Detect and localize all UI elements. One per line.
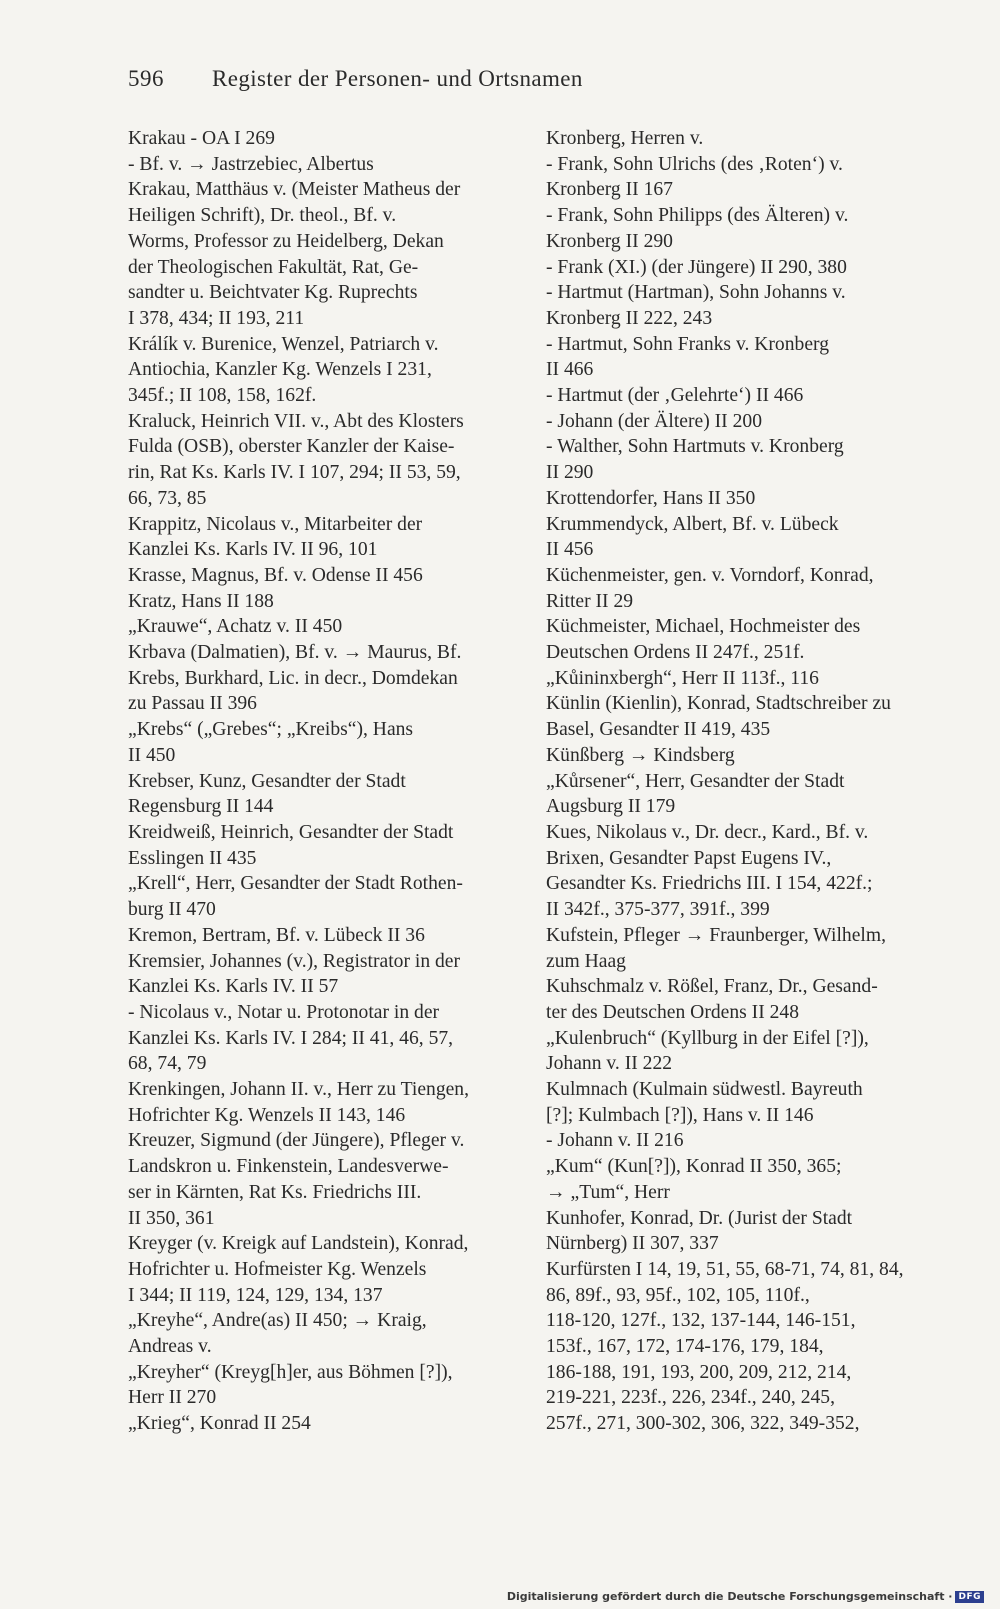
index-entry-line: Kulmnach (Kulmain südwestl. Bayreuth [546,1079,863,1101]
index-entry-line: der Theologischen Fakultät, Rat, Ge- [128,256,419,278]
index-entry-line: II 450 [128,744,176,766]
index-entry-line: „Kulenbruch“ (Kyllburg in der Eifel [?]), [546,1027,869,1049]
index-entry-line: Kreidweiß, Heinrich, Gesandter der Stadt [128,821,454,843]
index-entry [546,974,938,1025]
index-entry-line: Herr II 270 [128,1387,217,1409]
index-entry [546,743,938,769]
index-entry-line: Kronberg II 167 [546,179,673,201]
index-entry-line: zum Haag [546,950,626,972]
index-entry-line: Gesandter Ks. Friedrichs III. I 154, 422f.; [546,873,873,895]
index-entry [128,1360,521,1411]
index-entry-line: 186-188, 191, 193, 200, 209, 212, 214, [546,1361,852,1383]
index-entry [546,1077,938,1128]
index-entry-line: Kunhofer, Konrad, Dr. (Jurist der Stadt [546,1207,853,1229]
index-entry-line: Antiochia, Kanzler Kg. Wenzels I 231, [128,359,432,381]
index-entry [546,255,938,281]
index-entry [546,280,938,331]
index-entry-line: Küchmeister, Michael, Hochmeister des [546,616,861,638]
index-entry-line: Johann v. II 222 [546,1053,673,1075]
index-entry-line: 153f., 167, 172, 174-176, 179, 184, [546,1336,824,1358]
index-entry [546,203,938,254]
index-entry [546,1206,938,1257]
index-entry-line: II 456 [546,539,594,561]
index-entry-line: [?]; Kulmbach [?]), Hans v. II 146 [546,1104,814,1126]
index-entry-line: Kremon, Bertram, Bf. v. Lübeck II 36 [128,924,425,946]
index-entry [128,1128,521,1231]
index-entry-line: rin, Rat Ks. Karls IV. I 107, 294; II 53, 59, [128,462,461,484]
index-entry-line: 86, 89f., 93, 95f., 102, 105, 110f., [546,1284,810,1306]
index-entry [546,614,938,665]
index-entry-line: Kues, Nikolaus v., Dr. decr., Kard., Bf. v. [546,821,869,843]
index-entry-line: - Bf. v. → Jastrzebiec, Albertus [128,153,374,175]
index-entry-line: Kraluck, Heinrich VII. v., Abt des Klosters [128,410,464,432]
index-entry-line: Krasse, Magnus, Bf. v. Odense II 456 [128,564,423,586]
index-entry-line: Fulda (OSB), oberster Kanzler der Kaise- [128,436,455,458]
index-entry [128,409,521,512]
index-entry-line: Krebs, Burkhard, Lic. in decr., Domdekan [128,667,458,689]
index-entry [128,152,521,178]
index-entry [128,332,521,409]
index-entry-line: Krummendyck, Albert, Bf. v. Lübeck [546,513,839,535]
index-entry-line: Basel, Gesandter II 419, 435 [546,719,771,741]
index-entry-line: 66, 73, 85 [128,487,207,509]
index-entry-line: „Kůininxbergh“, Herr II 113f., 116 [546,667,819,689]
index-entry-line: - Johann v. II 216 [546,1130,684,1152]
index-entry [546,409,938,435]
index-entry-line: 219-221, 223f., 226, 234f., 240, 245, [546,1387,835,1409]
index-entry [128,563,521,589]
index-entry-line: Regensburg II 144 [128,796,274,818]
index-entry-line: Ritter II 29 [546,590,634,612]
index-entry [128,820,521,871]
page-number: 596 [128,66,164,91]
index-entry-line: Worms, Professor zu Heidelberg, Dekan [128,230,444,252]
index-entry-line: Kanzlei Ks. Karls IV. II 96, 101 [128,539,378,561]
index-entry-line: Kreuzer, Sigmund (der Jüngere), Pfleger v. [128,1130,465,1152]
index-entry-line: Krakau - OA I 269 [128,128,275,149]
index-column-left [128,126,521,1437]
index-entry [546,1128,938,1154]
index-entry-line: II 290 [546,462,594,484]
index-entry-line: Krbava (Dalmatien), Bf. v. → Maurus, Bf. [128,642,462,664]
dfg-logo: DFG [955,1591,984,1603]
index-entry [128,1411,521,1437]
index-entry-line: Kurfürsten I 14, 19, 51, 55, 68-71, 74, 81, 84, [546,1258,904,1280]
index-entry-line: Küchenmeister, gen. v. Vorndorf, Konrad, [546,564,874,586]
index-entry-line: - Nicolaus v., Notar u. Protonotar in der [128,1001,440,1023]
index-entry-line: Kanzlei Ks. Karls IV. I 284; II 41, 46, 57, [128,1027,454,1049]
index-entry-line: Krenkingen, Johann II. v., Herr zu Tiengen, [128,1079,470,1101]
index-entry [128,512,521,563]
index-entry-line: - Frank, Sohn Ulrichs (des ‚Roten‘) v. [546,153,843,175]
index-entry [128,1231,521,1308]
index-entry-line: Krakau, Matthäus v. (Meister Matheus der [128,179,461,201]
index-entry [128,666,521,717]
index-entry-line: Kuhschmalz v. Rößel, Franz, Dr., Gesand- [546,976,878,998]
index-entry-line: „Kreyhe“, Andre(as) II 450; → Kraig, [128,1310,427,1332]
index-column-right [546,126,938,1437]
index-entry-line: ter des Deutschen Ordens II 248 [546,1001,800,1023]
index-entry-line: Künßberg → Kindsberg [546,744,735,766]
index-entry-line: Künlin (Kienlin), Konrad, Stadtschreiber zu [546,693,891,715]
index-entry-line: „Krieg“, Konrad II 254 [128,1413,311,1435]
index-entry-line: Kreyger (v. Kreigk auf Landstein), Konrad, [128,1233,469,1255]
index-entry-line: „Krauwe“, Achatz v. II 450 [128,616,343,638]
index-entry [546,486,938,512]
index-entry-line: Hofrichter Kg. Wenzels II 143, 146 [128,1104,406,1126]
index-entry [546,512,938,563]
index-entry-line: „Krell“, Herr, Gesandter der Stadt Rothen- [128,873,463,895]
index-entry [128,1308,521,1359]
index-entry-line: II 350, 361 [128,1207,215,1229]
index-entry-line: Esslingen II 435 [128,847,257,869]
index-entry-line: Brixen, Gesandter Papst Eugens IV., [546,847,832,869]
index-entry-line: → „Tum“, Herr [546,1181,670,1203]
index-entry [546,691,938,742]
index-entry-line: Heiligen Schrift), Dr. theol., Bf. v. [128,205,397,227]
index-entry-line: Králík v. Burenice, Wenzel, Patriarch v. [128,333,439,355]
index-entry-line: Kanzlei Ks. Karls IV. II 57 [128,976,339,998]
index-entry-line: zu Passau II 396 [128,693,257,715]
index-entry [128,126,521,152]
index-entry [546,126,938,152]
index-entry-line: Kratz, Hans II 188 [128,590,274,612]
index-entry [546,434,938,485]
index-entry [546,1154,938,1205]
index-entry-line: „Kum“ (Kun[?]), Konrad II 350, 365; [546,1156,842,1178]
footer-text: Digitalisierung gefördert durch die Deutsche Forschungsgemeinschaft · [506,1590,953,1603]
index-entry [128,1077,521,1128]
index-entry-line: Augsburg II 179 [546,796,676,818]
index-entry [546,332,938,383]
index-entry-line: Krottendorfer, Hans II 350 [546,487,756,509]
index-entry [128,949,521,1000]
running-title: Register der Personen- und Ortsnamen [212,66,583,91]
index-entry-line: Nürnberg) II 307, 337 [546,1233,719,1255]
index-entry-line: - Hartmut (der ‚Gelehrte‘) II 466 [546,385,804,407]
page-header [128,66,732,100]
index-entry-line: II 342f., 375-377, 391f., 399 [546,899,770,921]
index-entry-line: Landskron u. Finkenstein, Landesverwe- [128,1156,449,1178]
index-entry-line: „Kreyher“ (Kreyg[h]er, aus Böhmen [?]), [128,1361,453,1383]
index-entry [546,563,938,614]
index-entry-line: - Frank (XI.) (der Jüngere) II 290, 380 [546,256,847,278]
index-entry-line: - Johann (der Ältere) II 200 [546,410,762,432]
index-entry-line: 118-120, 127f., 132, 137-144, 146-151, [546,1310,856,1332]
index-entry-line: Kronberg II 290 [546,230,673,252]
index-entry [546,1257,938,1437]
index-entry-line: Kronberg II 222, 243 [546,307,713,329]
index-entry-line: - Walther, Sohn Hartmuts v. Kronberg [546,436,844,458]
index-entry [128,923,521,949]
index-entry-line: Andreas v. [128,1336,212,1358]
index-entry-line: 257f., 271, 300-302, 306, 322, 349-352, [546,1413,860,1435]
index-entry [128,717,521,768]
index-entry [128,177,521,331]
index-entry-line: „Kůrsener“, Herr, Gesandter der Stadt [546,770,845,792]
index-entry [546,666,938,692]
index-entry-line: Deutschen Ordens II 247f., 251f. [546,642,805,664]
index-entry [128,640,521,666]
index-entry-line: sandter u. Beichtvater Kg. Ruprechts [128,282,418,304]
index-entry [546,152,938,203]
index-entry-line: 68, 74, 79 [128,1053,207,1075]
index-entry-line: Kremsier, Johannes (v.), Registrator in der [128,950,461,972]
index-entry-line: Kronberg, Herren v. [546,128,704,149]
index-entry-line: burg II 470 [128,899,216,921]
index-entry-line: Hofrichter u. Hofmeister Kg. Wenzels [128,1258,427,1280]
index-entry [546,820,938,923]
index-entry [546,769,938,820]
index-entry-line: ser in Kärnten, Rat Ks. Friedrichs III. [128,1181,422,1203]
index-entry [128,769,521,820]
index-entry-line: Krebser, Kunz, Gesandter der Stadt [128,770,406,792]
index-entry [128,1000,521,1077]
index-entry-line: Kufstein, Pfleger → Fraunberger, Wilhelm, [546,924,886,946]
index-entry-line: Krappitz, Nicolaus v., Mitarbeiter der [128,513,423,535]
index-entry [128,589,521,615]
index-entry-line: - Frank, Sohn Philipps (des Älteren) v. [546,205,849,227]
index-entry-line: II 466 [546,359,594,381]
index-entry [546,383,938,409]
index-entry-line: I 344; II 119, 124, 129, 134, 137 [128,1284,383,1306]
index-entry [128,614,521,640]
index-entry [546,923,938,974]
index-entry-line: „Krebs“ („Grebes“; „Kreibs“), Hans [128,719,414,741]
index-entry-line: - Hartmut, Sohn Franks v. Kronberg [546,333,829,355]
index-entry [546,1026,938,1077]
index-entry-line: I 378, 434; II 193, 211 [128,307,305,329]
index-entry-line: - Hartmut (Hartman), Sohn Johanns v. [546,282,846,304]
index-entry [128,871,521,922]
index-entry-line: 345f.; II 108, 158, 162f. [128,385,317,407]
footer-credit [507,1590,984,1603]
